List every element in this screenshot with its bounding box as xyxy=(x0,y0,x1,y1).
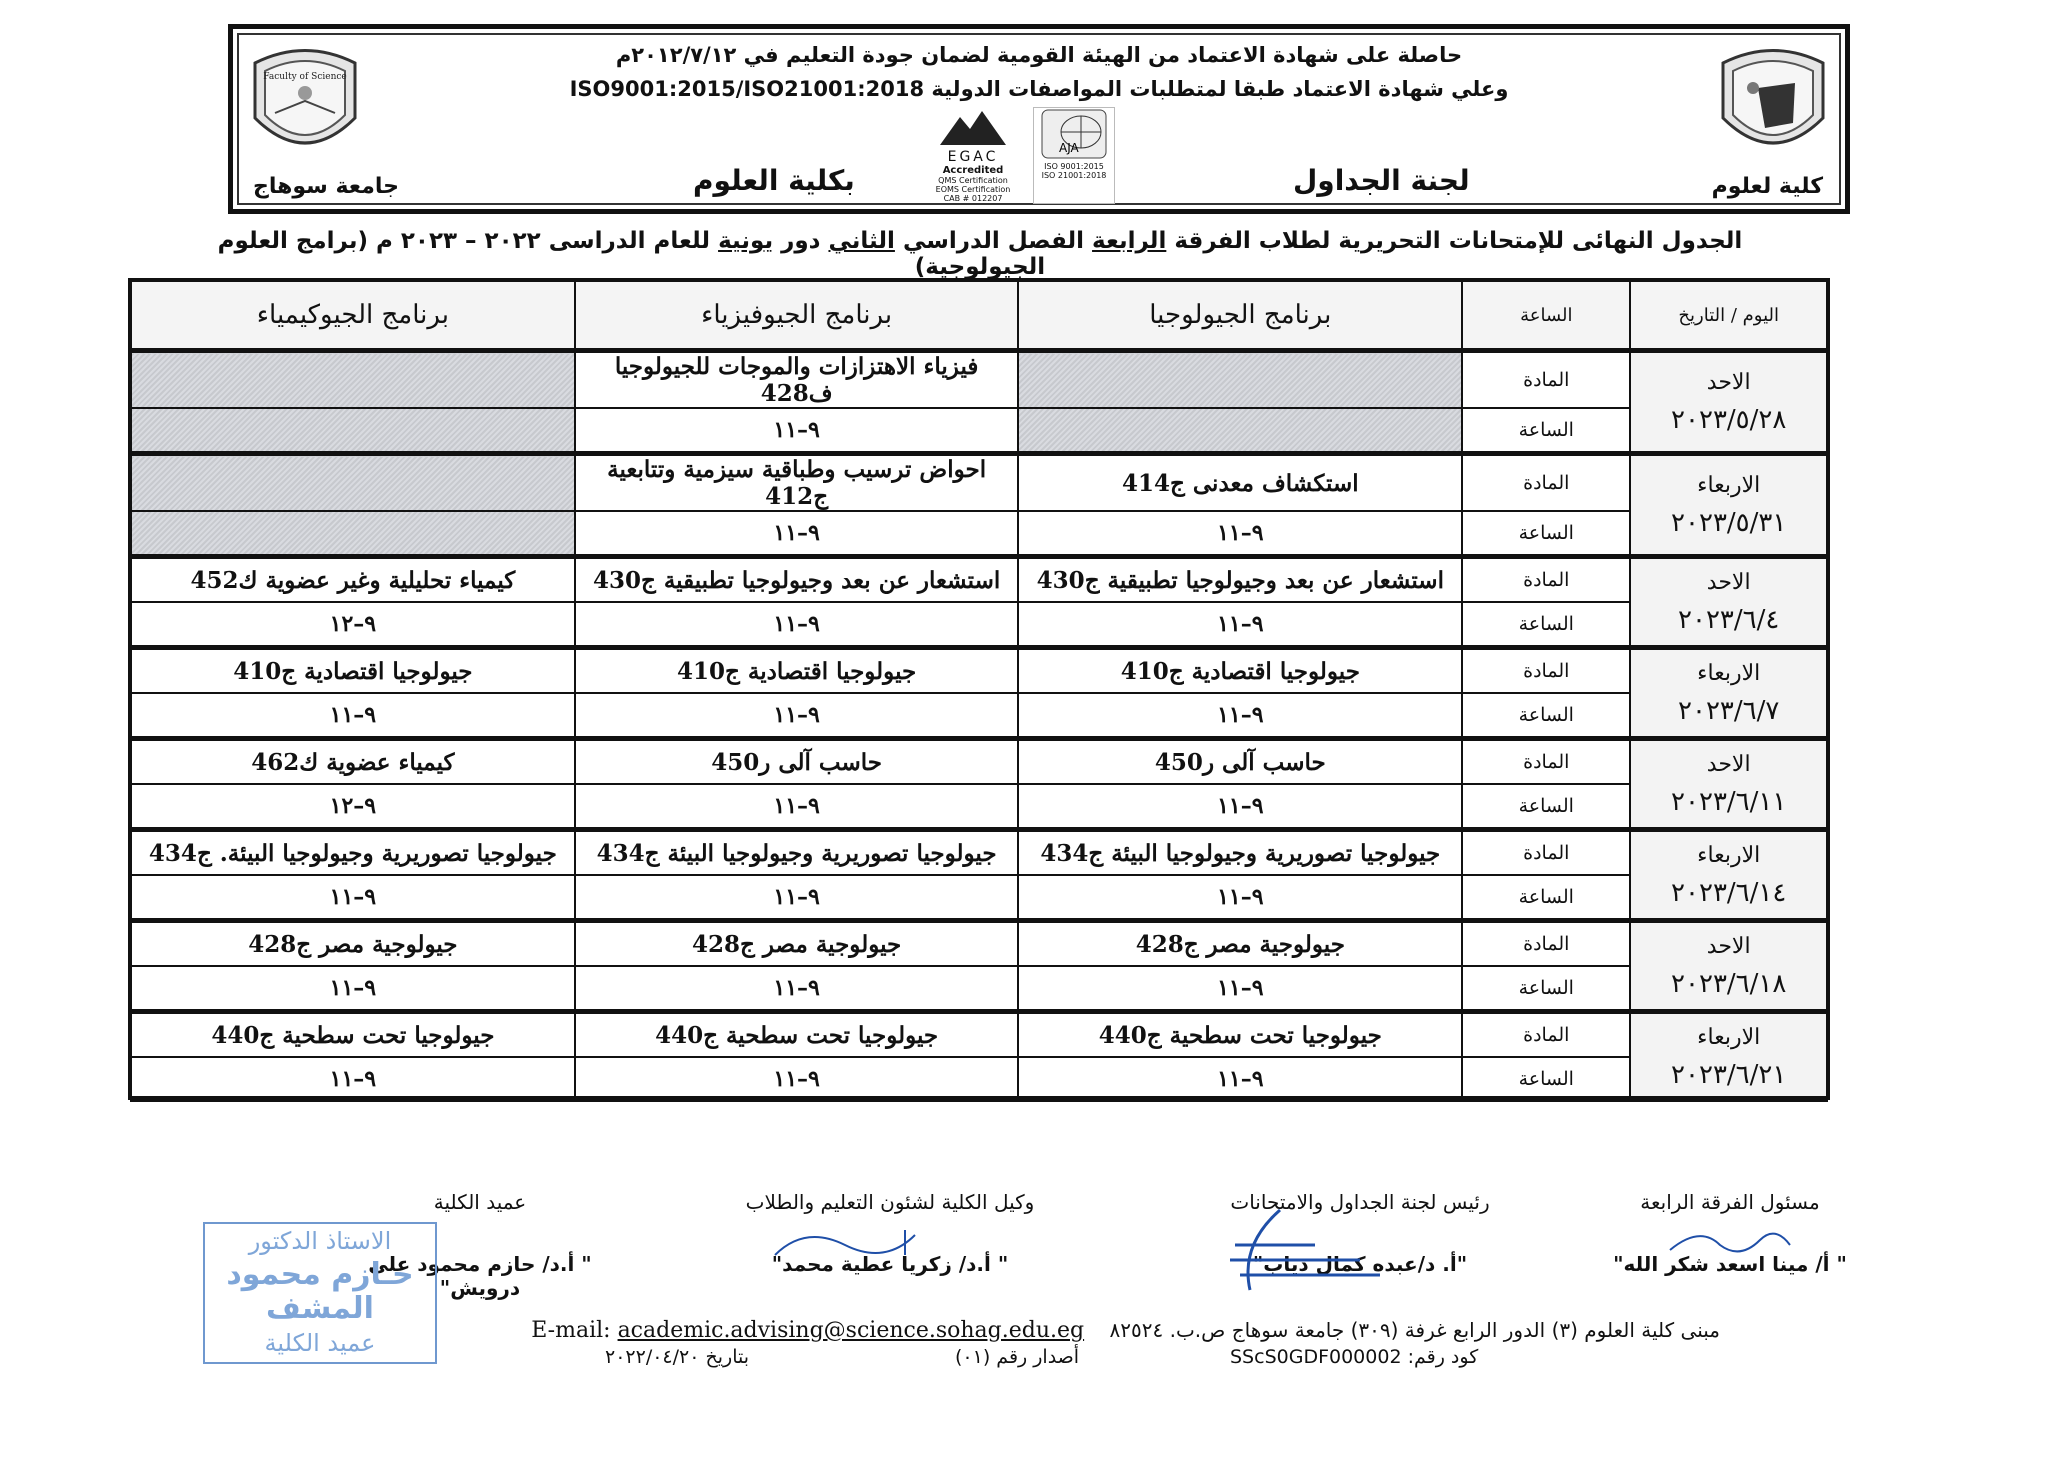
row-label-time: الساعة xyxy=(1462,784,1630,830)
signature-name: "أ. د/عبده كمال دياب" xyxy=(1252,1252,1468,1276)
table-row-subject xyxy=(131,557,1827,603)
day-name: الاحد xyxy=(1706,569,1751,595)
geochemistry-subject-cell: جيولوجية مصر ج428 xyxy=(131,921,575,967)
geochemistry-subject-cell: كيمياء تحليلية وغير عضوية ك452 xyxy=(131,557,575,603)
signature-name: " أ.د/ زكريا عطية محمد" xyxy=(771,1252,1009,1276)
committee-title: لجنة الجداول xyxy=(1293,164,1470,197)
stamp-line: الاستاذ الدكتور xyxy=(248,1227,392,1255)
day-name: الاربعاء xyxy=(1697,472,1761,498)
signature-name: " أ.د/ حازم محمود على درويش" xyxy=(368,1252,592,1300)
geophysics-subject-cell: جيولوجيا اقتصادية ج410 xyxy=(575,648,1019,694)
logo-text: Faculty of Science xyxy=(263,72,347,82)
aja-line: ISO 9001:2015 xyxy=(1044,162,1104,171)
geochemistry-subject-cell: جيولوجيا اقتصادية ج410 xyxy=(131,648,575,694)
row-label-subject: المادة xyxy=(1462,557,1630,603)
header-geochemistry: برنامج الجيوكيمياء xyxy=(131,281,575,351)
geology-subject-cell: حاسب آلى ر450 xyxy=(1018,739,1462,785)
day-name: الاربعاء xyxy=(1697,1024,1761,1050)
row-label-subject: المادة xyxy=(1462,648,1630,694)
email-label: E-mail: xyxy=(531,1318,611,1343)
row-label-time: الساعة xyxy=(1462,511,1630,557)
row-label-time: الساعة xyxy=(1462,602,1630,648)
geology-time-cell: ٩–١١ xyxy=(1018,875,1462,921)
signature-role: وكيل الكلية لشئون التعليم والطلاب xyxy=(745,1190,1035,1214)
geochemistry-subject-cell: جيولوجيا تحت سطحية ج440 xyxy=(131,1012,575,1058)
email xyxy=(531,1318,1084,1343)
exam-date: ٢٠٢٣/٦/١٤ xyxy=(1671,877,1787,908)
geochemistry-subject-cell: جيولوجيا تصوريرية وجيولوجيا البيئة. ج434 xyxy=(131,830,575,876)
day-date-cell xyxy=(1630,830,1827,921)
aja-line: ISO 21001:2018 xyxy=(1041,171,1107,180)
row-label-time: الساعة xyxy=(1462,408,1630,454)
day-name: الاحد xyxy=(1706,369,1751,395)
geochemistry-subject-cell xyxy=(131,454,575,512)
geology-time-cell: ٩–١١ xyxy=(1018,966,1462,1012)
issue-date: بتاريخ ٢٠٢٢/٠٤/٢٠ xyxy=(605,1346,750,1368)
egac-badge xyxy=(933,107,1013,202)
signature-name: " أ/ مينا اسعد شكر الله" xyxy=(1613,1252,1847,1276)
geochemistry-time-cell: ٩–١٢ xyxy=(131,784,575,830)
geophysics-time-cell: ٩–١١ xyxy=(575,693,1019,739)
header-day-date: اليوم / التاريخ xyxy=(1630,281,1827,351)
geophysics-time-cell: ٩–١١ xyxy=(575,408,1019,454)
header-geophysics: برنامج الجيوفيزياء xyxy=(575,281,1019,351)
signature-role: رئيس لجنة الجداول والامتحانات xyxy=(1230,1190,1490,1214)
exam-date: ٢٠٢٣/٦/١٨ xyxy=(1671,968,1787,999)
aja-name: AJA xyxy=(1059,141,1079,155)
egac-line: EOMS Certification xyxy=(935,185,1011,194)
document-code: كود رقم: SScS0GDF000002 xyxy=(1230,1346,1479,1368)
geophysics-time-cell: ٩–١١ xyxy=(575,1057,1019,1101)
day-date-cell xyxy=(1630,557,1827,648)
exam-date: ٢٠٢٣/٦/٤ xyxy=(1678,604,1780,635)
row-label-time: الساعة xyxy=(1462,875,1630,921)
geology-time-cell: ٩–١١ xyxy=(1018,602,1462,648)
geochemistry-time-cell: ٩–١١ xyxy=(131,693,575,739)
exam-schedule-table xyxy=(130,280,1828,1102)
table-row-time xyxy=(131,1057,1827,1101)
geophysics-subject-cell: جيولوجيا تصوريرية وجيولوجيا البيئة ج434 xyxy=(575,830,1019,876)
geophysics-subject-cell: حاسب آلى ر450 xyxy=(575,739,1019,785)
egac-line: QMS Certification xyxy=(938,176,1008,185)
geology-subject-cell xyxy=(1018,351,1462,409)
geochemistry-time-cell: ٩–١١ xyxy=(131,875,575,921)
geophysics-time-cell: ٩–١١ xyxy=(575,511,1019,557)
title-part: الفصل الدراسي xyxy=(902,228,1085,254)
geophysics-time-cell: ٩–١١ xyxy=(575,784,1019,830)
table-row-subject xyxy=(131,648,1827,694)
table-row-time xyxy=(131,875,1827,921)
day-name: الاربعاء xyxy=(1697,660,1761,686)
table-row-time xyxy=(131,693,1827,739)
geophysics-subject-cell: احواض ترسيب وطباقية سيزمية وتتابعية ج412 xyxy=(575,454,1019,512)
day-date-cell xyxy=(1630,1012,1827,1102)
row-label-subject: المادة xyxy=(1462,351,1630,409)
geophysics-time-cell: ٩–١١ xyxy=(575,602,1019,648)
title-underlined: يونية xyxy=(718,228,774,254)
geophysics-subject-cell: فيزياء الاهتزازات والموجات للجيولوجيا ف428 xyxy=(575,351,1019,409)
geology-time-cell: ٩–١١ xyxy=(1018,693,1462,739)
stamp-line: عميد الكلية xyxy=(264,1329,376,1357)
geology-subject-cell: جيولوجيا اقتصادية ج410 xyxy=(1018,648,1462,694)
table-row-time xyxy=(131,602,1827,648)
mountain-icon xyxy=(938,107,1008,147)
geology-time-cell: ٩–١١ xyxy=(1018,784,1462,830)
table-row-time xyxy=(131,784,1827,830)
day-date-cell xyxy=(1630,921,1827,1012)
table-row-subject xyxy=(131,830,1827,876)
geophysics-subject-cell: جيولوجية مصر ج428 xyxy=(575,921,1019,967)
title-part: الجدول النهائى للإمتحانات التحريرية لطلاب الفرقة xyxy=(1174,228,1743,254)
accreditation-line-2: وعلي شهادة الاعتماد طبقا لمتطلبات المواصفات الدولية ISO9001:2015/ISO21001:2018 xyxy=(569,77,1509,101)
row-label-subject: المادة xyxy=(1462,921,1630,967)
geochemistry-time-cell: ٩–١٢ xyxy=(131,602,575,648)
handwritten-signature-icon xyxy=(1220,1205,1390,1295)
geochemistry-time-cell: ٩–١١ xyxy=(131,1057,575,1101)
egac-sub: Accredited xyxy=(942,165,1004,176)
title-underlined: الثاني xyxy=(828,228,895,254)
email-link[interactable]: academic.advising@science.sohag.edu.eg xyxy=(617,1318,1085,1343)
handwritten-signature-icon xyxy=(765,1220,935,1270)
table-row-subject xyxy=(131,351,1827,409)
geology-subject-cell: استشعار عن بعد وجيولوجيا تطبيقية ج430 xyxy=(1018,557,1462,603)
geochemistry-time-cell xyxy=(131,408,575,454)
geophysics-subject-cell: استشعار عن بعد وجيولوجيا تطبيقية ج430 xyxy=(575,557,1019,603)
geology-subject-cell: استكشاف معدنى ج414 xyxy=(1018,454,1462,512)
table-row-time xyxy=(131,408,1827,454)
day-name: الاربعاء xyxy=(1697,842,1761,868)
title-part: للعام الدراسى ٢٠٢٢ – ٢٠٢٣ م (برامج العلوم الجيولوجية) xyxy=(217,228,1046,280)
day-date-cell xyxy=(1630,351,1827,454)
table-row-subject xyxy=(131,1012,1827,1058)
document-title xyxy=(180,228,1780,280)
faculty-caption: كلية لعلوم xyxy=(1711,174,1823,199)
geology-subject-cell: جيولوجيا تصوريرية وجيولوجيا البيئة ج434 xyxy=(1018,830,1462,876)
egac-name: EGAC xyxy=(947,149,999,165)
university-caption: جامعة سوهاج xyxy=(253,174,399,199)
header-geology: برنامج الجيولوجيا xyxy=(1018,281,1462,351)
table-row-subject xyxy=(131,454,1827,512)
geology-subject-cell: جيولوجية مصر ج428 xyxy=(1018,921,1462,967)
exam-date: ٢٠٢٣/٦/١١ xyxy=(1671,786,1787,817)
table-row-time xyxy=(131,966,1827,1012)
geochemistry-time-cell xyxy=(131,511,575,557)
geophysics-time-cell: ٩–١١ xyxy=(575,875,1019,921)
header-time: الساعة xyxy=(1462,281,1630,351)
title-underlined: الرابعة xyxy=(1092,228,1167,254)
signature-role: عميد الكلية xyxy=(433,1190,527,1214)
row-label-subject: المادة xyxy=(1462,1012,1630,1058)
geochemistry-subject-cell: كيمياء عضوية ك462 xyxy=(131,739,575,785)
geology-time-cell: ٩–١١ xyxy=(1018,511,1462,557)
geophysics-time-cell: ٩–١١ xyxy=(575,966,1019,1012)
table-header-row xyxy=(131,281,1827,351)
row-label-time: الساعة xyxy=(1462,966,1630,1012)
geology-subject-cell: جيولوجيا تحت سطحية ج440 xyxy=(1018,1012,1462,1058)
row-label-time: الساعة xyxy=(1462,693,1630,739)
address-text: مبنى كلية العلوم (٣) الدور الرابع غرفة (٣٠٩) جامعة سوهاج ص.ب. ٨٢٥٢٤ xyxy=(1109,1318,1720,1342)
day-name: الاحد xyxy=(1706,751,1751,777)
table-row-subject xyxy=(131,921,1827,967)
geology-time-cell xyxy=(1018,408,1462,454)
geophysics-subject-cell: جيولوجيا تحت سطحية ج440 xyxy=(575,1012,1019,1058)
stamp-line: حـازم محمود المشف xyxy=(226,1257,414,1326)
exam-date: ٢٠٢٣/٥/٢٨ xyxy=(1671,404,1787,435)
geology-time-cell: ٩–١١ xyxy=(1018,1057,1462,1101)
exam-date: ٢٠٢٣/٦/٢١ xyxy=(1671,1059,1787,1090)
handwritten-signature-icon xyxy=(1660,1215,1800,1265)
letterhead xyxy=(228,24,1850,214)
day-date-cell xyxy=(1630,648,1827,739)
day-date-cell xyxy=(1630,454,1827,557)
faculty-title: بكلية العلوم xyxy=(693,164,855,197)
exam-date: ٢٠٢٣/٥/٣١ xyxy=(1671,507,1787,538)
row-label-subject: المادة xyxy=(1462,454,1630,512)
row-label-time: الساعة xyxy=(1462,1057,1630,1101)
row-label-subject: المادة xyxy=(1462,830,1630,876)
geochemistry-time-cell: ٩–١١ xyxy=(131,966,575,1012)
table-row-time xyxy=(131,511,1827,557)
egac-line: CAB # 012207 xyxy=(943,194,1003,203)
issue-number: أصدار رقم (٠١) xyxy=(955,1346,1080,1368)
table-row-subject xyxy=(131,739,1827,785)
accreditation-line-1: حاصلة على شهادة الاعتماد من الهيئة القومية لضمان جودة التعليم في ٢٠١٢/٧/١٢م xyxy=(615,43,1463,67)
footer-address xyxy=(320,1318,1720,1343)
title-part: دور xyxy=(781,228,821,254)
aja-badge xyxy=(1033,107,1115,204)
row-label-subject: المادة xyxy=(1462,739,1630,785)
globe-icon xyxy=(1039,108,1109,160)
signature-role: مسئول الفرقة الرابعة xyxy=(1640,1190,1820,1214)
geochemistry-subject-cell xyxy=(131,351,575,409)
day-date-cell xyxy=(1630,739,1827,830)
day-name: الاحد xyxy=(1706,933,1751,959)
exam-date: ٢٠٢٣/٦/٧ xyxy=(1678,695,1780,726)
